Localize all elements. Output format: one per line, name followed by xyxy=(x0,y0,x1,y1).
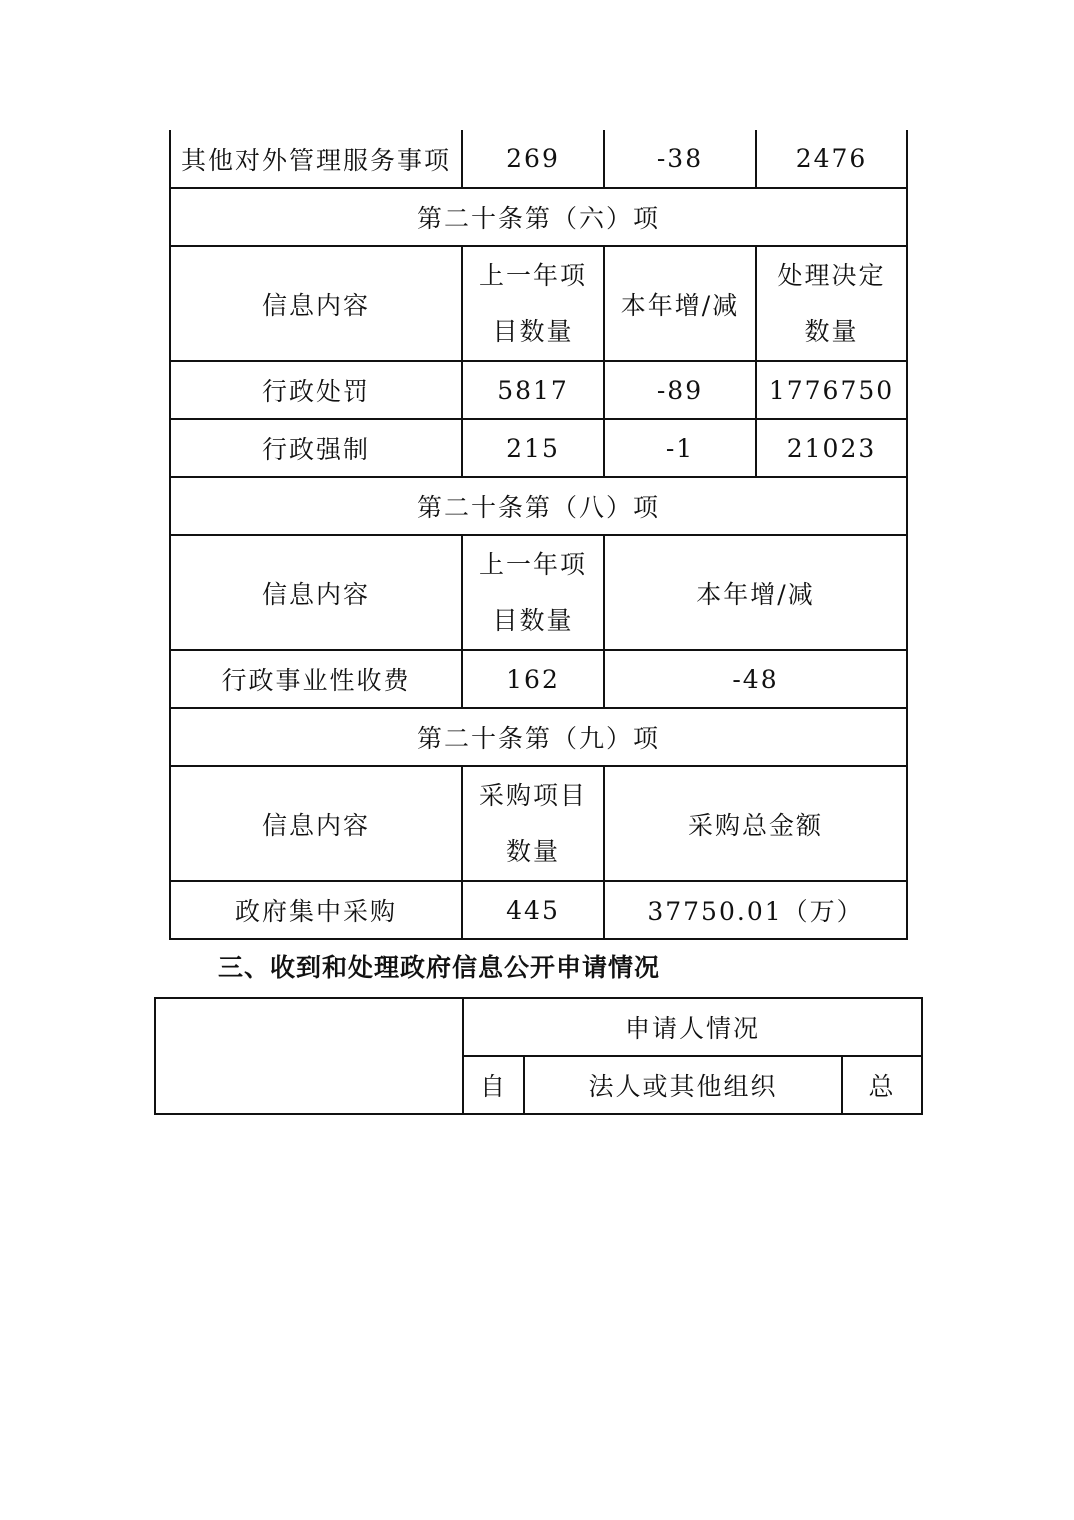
header-procurement-count: 采购项目 数量 xyxy=(462,766,604,881)
table-row xyxy=(170,650,907,708)
header-row xyxy=(170,766,907,881)
header-row xyxy=(170,535,907,650)
section-heading: 三、收到和处理政府信息公开申请情况 xyxy=(218,953,661,982)
table-row xyxy=(170,881,907,939)
header-row xyxy=(170,246,907,361)
header-legal-person: 法人或其他组织 xyxy=(524,1056,842,1114)
disclosure-table xyxy=(169,130,908,940)
change-value: -1 xyxy=(604,419,756,477)
table-row xyxy=(170,361,907,419)
header-procurement-amount: 采购总金额 xyxy=(604,766,907,881)
procurement-amount: 37750.01（万） xyxy=(604,881,907,939)
application-table xyxy=(154,997,923,1115)
header-prev-year: 上一年项 目数量 xyxy=(462,246,604,361)
table-row xyxy=(155,998,922,1056)
section-title-9: 第二十条第（九）项 xyxy=(170,708,907,766)
blank-corner-cell xyxy=(155,998,463,1114)
header-natural-person: 自 xyxy=(463,1056,524,1114)
applicant-header: 申请人情况 xyxy=(463,998,922,1056)
header-info-content: 信息内容 xyxy=(170,246,462,361)
section-title-6: 第二十条第（六）项 xyxy=(170,188,907,246)
change-value: -48 xyxy=(604,650,907,708)
row-label: 行政事业性收费 xyxy=(170,650,462,708)
header-total: 总 xyxy=(842,1056,922,1114)
header-info-content: 信息内容 xyxy=(170,535,462,650)
header-info-content: 信息内容 xyxy=(170,766,462,881)
section-row xyxy=(170,188,907,246)
table-row xyxy=(170,419,907,477)
change-value: -89 xyxy=(604,361,756,419)
decision-count: 1776750 xyxy=(756,361,907,419)
row-label: 行政处罚 xyxy=(170,361,462,419)
prev-year-count: 269 xyxy=(462,130,604,188)
row-label: 其他对外管理服务事项 xyxy=(170,130,462,188)
decision-count: 21023 xyxy=(756,419,907,477)
section-row xyxy=(170,708,907,766)
decision-count: 2476 xyxy=(756,130,907,188)
section-title-8: 第二十条第（八）项 xyxy=(170,477,907,535)
header-change: 本年增/减 xyxy=(604,535,907,650)
change-value: -38 xyxy=(604,130,756,188)
header-change: 本年增/减 xyxy=(604,246,756,361)
prev-year-count: 215 xyxy=(462,419,604,477)
row-label: 政府集中采购 xyxy=(170,881,462,939)
prev-year-count: 5817 xyxy=(462,361,604,419)
procurement-count: 445 xyxy=(462,881,604,939)
table-row xyxy=(170,130,907,188)
section-row xyxy=(170,477,907,535)
header-decision-count: 处理决定 数量 xyxy=(756,246,907,361)
header-prev-year: 上一年项 目数量 xyxy=(462,535,604,650)
row-label: 行政强制 xyxy=(170,419,462,477)
prev-year-count: 162 xyxy=(462,650,604,708)
